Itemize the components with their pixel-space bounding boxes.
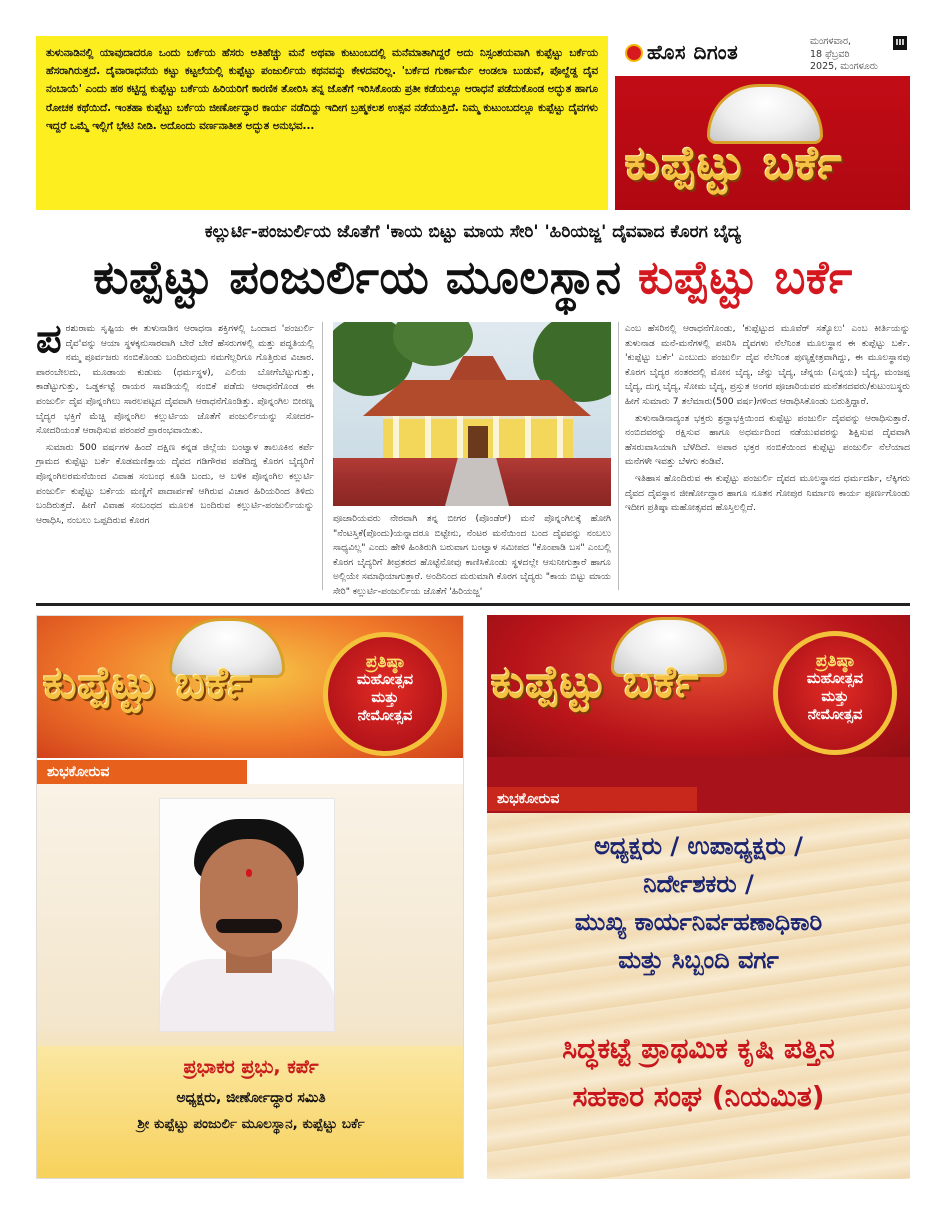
officers-line-2: ನಿರ್ದೇಶಕರು /: [643, 870, 754, 898]
ad-right: [487, 615, 910, 1179]
col1-paragraph-1: ರಶುರಾಮ ಸೃಷ್ಟಿಯ ಈ ತುಳುನಾಡಿನ ಆರಾಧನಾ ಶಕ್ತಿಗಳಲ್ಲಿ ಒಂದಾದ 'ಪಂಜುರ್ಲಿ ದೈವ'ವನ್ನು ಆಯಾ ಸ್ಥಳಕ್ಕನುಸಾರವಾಗಿ ಬೇರೆ ಬೇರೆ ಹೆಸರುಗಳಲ್ಲಿ ಮತ್ತು ಪದ್ಧತಿಯಲ್ಲಿ ನಮ್ಮ ಪೂರ್ವಜರು ನಂಬಿಕೊಂಡು ಬಂದಿರುವುದು ನಮಗೆಲ್ಲರಿಗೂ ಗೊತ್ತಿರುವ ವಿಚಾರ. ಪಾರಂಬೇಲದು, ಮೂಡಾಯ ಕುಡುಮ (ಧರ್ಮಸ್ಥಳ), ಎಲಿಯ ಬೋಗೆಬೆಟ್ಟುಗುತ್ತು, ಕಾಡೆಟ್ಟುಗುತ್ತು, ಒಡ್ಡರ್ಕಟ್ಟೆ ರಾಯರ ಸಾವಡಿಯಲ್ಲಿ ನಂಬಿಕೆ ಪಡೆದು ಆರಾಧನೆಗೊಂಡ ಈ ಪಂಜುರ್ಲಿ ದೈವ ಪೊನ್ನಂಗಿಲು ಸಾರಲಪಟ್ಟದ ದೈವವಾಗಿ ಆರಾಧನೆಗೊಂಡಿತ್ತು. ಪೊನ್ನಂಗಿಲ ಬೀರಣ್ಣ ಬೈದ್ಯರ ಭಕ್ತಿಗೆ ಮೆಚ್ಚಿ ಪೊನ್ನಂಗಿಲ ಕಲ್ಲುರ್ಟಿಯ ಜೊತೆಗೆ ಪಂಜುರ್ಲಿಯನ್ನು ಸೋದರ-ಸೋದರಿಯಂತೆ ಆರಾಧಿಸುವ ಪರಂಪರೆ ಪ್ರಾರಂಭವಾಯಿತು.: [36, 323, 314, 437]
officers-line-1: ಅಧ್ಯಕ್ಷರು / ಉಪಾಧ್ಯಕ್ಷರು /: [594, 832, 803, 860]
edition-day: ಮಂಗಳವಾರ,: [810, 36, 852, 47]
column-rule: [618, 322, 619, 590]
badge-line-2: ಮಹೋತ್ಸವ: [806, 671, 864, 687]
officers-line-3: ಮುಖ್ಯ ಕಾರ್ಯನಿರ್ವಹಣಾಧಿಕಾರಿ: [574, 908, 823, 936]
masthead-header: [615, 32, 910, 76]
headline-black-part: ಕುಪ್ಪೆಟ್ಟು ಪಂಜುರ್ಲಿಯ ಮೂಲಸ್ಥಾನ: [93, 250, 639, 304]
temple-pillar: [393, 416, 399, 458]
temple-photo: [333, 322, 611, 506]
page-number: III: [893, 36, 907, 50]
temple-door: [468, 426, 488, 458]
ad-left-place: ಶ್ರೀ ಕುಪ್ಪೆಟ್ಟು ಪಂಜುರ್ಲಿ ಮೂಲಸ್ಥಾನ, ಕುಪ್ಪೆಟ್ಟು ಬರ್ಕೆ: [137, 1116, 365, 1132]
col3-paragraph-2: ತುಳುನಾಡಿನಾದ್ಯಂತ ಭಕ್ತರು ಶ್ರದ್ಧಾಭಕ್ತಿಯಿಂದ ಕುಪ್ಪೆಟ್ಟು ಪಂಜುರ್ಲಿ ದೈವವನ್ನು ಆರಾಧಿಸುತ್ತಾರೆ. ನಂಬಿದವರನ್ನು ರಕ್ಷಿಸುವ ಹಾಗೂ ಅಧರ್ಮದಿಂದ ನಡೆಯುವವರನ್ನು ಶಿಕ್ಷಿಸುವ ದೈವವಾಗಿ ಹೆಸರುವಾಸಿಯಾಗಿ ಬೆಳೆದಿದೆ. ಅಪಾರ ಭಕ್ತರ ನಂಬಿಕೆಯಿಂದ ಕುಪ್ಪೆಟ್ಟು ಪಂಜುರ್ಲಿ ನೆಲೆಯಾದ ಮನೆಗಳೇ ಇವತ್ತು ಬೆಳಗು ಕಂಡಿವೆ.: [625, 412, 910, 468]
headline-red-part: ಕುಪ್ಪೆಟ್ಟು ಬರ್ಕೆ: [638, 250, 853, 304]
ad-right-brand-wordmark: ಕುಪ್ಪೆಟ್ಟು ಬರ್ಕೆ: [491, 657, 700, 708]
temple-pillar: [493, 416, 499, 458]
brand-wordmark: ಕುಪ್ಪೆಟ್ಟು ಬರ್ಕೆ: [625, 136, 843, 190]
society-line-2: ಸಹಕಾರ ಸಂಘ (ನಿಯಮಿತ): [572, 1080, 825, 1113]
edition-date-text: 18 ಫೆಬ್ರವರಿ: [810, 48, 850, 60]
article-column-2: [333, 512, 611, 602]
newspaper-logo-icon: [625, 44, 643, 62]
badge-line-3: ಮತ್ತು: [821, 689, 849, 705]
ad-left-greeting: ಶುಭಕೋರುವ: [37, 760, 247, 784]
badge-line-4: ನೇಮೋತ್ಸವ: [807, 707, 863, 723]
ad-right-festival-badge: [773, 631, 897, 755]
intro-panel: [36, 36, 608, 210]
newspaper-logo: ಹೊಸ ದಿಗಂತ: [647, 40, 739, 64]
article-headline: [36, 250, 910, 306]
ad-left-festival-badge: [323, 632, 447, 756]
ad-right-officers: [497, 827, 900, 979]
temple-pillar: [557, 416, 563, 458]
edition-date: [810, 36, 890, 74]
society-line-1: ಸಿದ್ಧಕಟ್ಟೆ ಪ್ರಾಥಮಿಕ ಕೃಷಿ ಪತ್ತಿನ: [562, 1032, 835, 1065]
temple-pillar: [457, 416, 463, 458]
col2-paragraph-1: ಪೂಜಾರಿಯವರು ನೇರವಾಗಿ ತನ್ನ ಬೀಗರ (ಪೊಂಡೆರ್) ಮನೆ ಪೊನ್ನಂಗಿಲಕ್ಕೆ ಹೋಗಿ "ನೆಂಟಸ್ತಿಕೆ(ಪೊಂದು)ಯನ್ನಾದರೂ ಬಿಟ್ಟೇನು, ನೆಂಟರ ಮನೆಯಿಂದ ಬಂದ ದೈವವನ್ನು ನಂಬಲು ಸಾಧ್ಯವಿಲ್ಲ" ಎಂದು ಹೇಳಿ ಹಿಂತಿರುಗಿ ಬರುವಾಗ ಬಂಟ್ವಾಳ ಸಮೀಪದ "ಕೊಂಪಾಡಿ ಬಸ" ಎಂಬಲ್ಲಿ ಕೊರಗ ಬೈದ್ಯರಿಗೆ ತೀವ್ರತರದ ಹೊಟ್ಟೆನೋವು ಕಾಣಿಸಿಕೊಂಡು ಸ್ಥಳದಲ್ಲೇ ಆಸುನೀಗುತ್ತಾರೆ ಹಾಗೂ ಅಲ್ಲಿಯೇ ಸಮಾಧಿಯಾಗುತ್ತಾರೆ. ಅಂದಿನಿಂದ ಮರುಮಾಗಿ ಕೊರಗ ಬೈದ್ಯರು "ಕಾಯ ಬಿಟ್ಟು ಮಾಯ ಸೇರಿ" ಕಲ್ಲುರ್ಟಿ-ಪಂಜುರ್ಲಿಯ ಜೊತೆಗೆ 'ಹಿರಿಯಜ್ಜ': [333, 513, 611, 597]
badge-line-1: ಪ್ರತಿಷ್ಠಾ: [815, 651, 855, 671]
ad-left: [36, 615, 464, 1179]
turban-dome-icon: [707, 84, 823, 144]
article-column-3: [625, 322, 910, 518]
drop-cap: ಪ: [36, 315, 62, 362]
portrait-tilak: [246, 869, 252, 877]
portrait-mustache: [216, 919, 282, 933]
col3-paragraph-1: ಎಂಬ ಹೆಸರಿನಲ್ಲಿ ಆರಾಧನೆಗೊಂಡು, 'ಕುಪ್ಪೆಟ್ಟುದ ಮೂವೆರ್ ಸತ್ಯೊಲು' ಎಂಬ ಕೀರ್ತಿಯನ್ನು ತುಳುನಾಡ ಮನೆ-ಮನೆಗಳಲ್ಲಿ ಪಸರಿಸಿ ದೈವಗಳು ನೆಲೆನಿಂತ ಮೂಲಸ್ಥಾನ ಈ ಕುಪ್ಪೆಟ್ಟು ಬರ್ಕೆ. 'ಕುಪ್ಪೆಟ್ಟು ಬರ್ಕೆ' ಎಂಬುದು ಪಂಜುರ್ಲಿ ದೈವ ನೆಲೆನಿಂತ ಪುಣ್ಯಕ್ಷೇತ್ರವಾಗಿದ್ದು, ಈ ಮೂಲಸ್ಥಾನವು ಕೊರಗ ಬೈದ್ಯರ ನಂತರದಲ್ಲಿ ಮೋನ ಬೈದ್ಯ, ಚೆನ್ನು ಬೈದ್ಯ, ಚೆನ್ನಯ (ಎನ್ನಯ) ಬೈದ್ಯ, ಮಂಜಪ್ಪ ಬೈದ್ಯ, ದುಗ್ಗ ಬೈದ್ಯ, ಸೋಮ ಬೈದ್ಯ, ಪ್ರಸ್ತುತ ಅಂಗರ ಪೂಜಾರಿಯವರ ಮನೆತನದವರು/ಕುಟುಂಬಸ್ಥರು ಹೀಗೆ ಸುಮಾರು 7 ತಲೆಮಾರು(500 ವರ್ಷ)ಗಳಿಂದ ಆರಾಧಿಸಿಕೊಂಡು ಬರುತ್ತಿದ್ದಾರೆ.: [625, 323, 910, 407]
intro-text: ತುಳುನಾಡಿನಲ್ಲಿ ಯಾವುದಾದರೂ ಒಂದು ಬರ್ಕೆಯ ಹೆಸರು ಅತಿಹೆಚ್ಚು ಮನೆ ಅಥವಾ ಕುಟುಂಬದಲ್ಲಿ ಮನೆಮಾತಾಗಿದ್ದರೆ ಅದು ನಿಸ್ಸಂಶಯವಾಗಿ ಕುಪ್ಪೆಟ್ಟು ಬರ್ಕೆಯ ಹೆಸರಾಗಿರುತ್ತದೆ. ದೈವಾರಾಧನೆಯ ಕಟ್ಟು ಕಟ್ಟಲೆಯಲ್ಲಿ ಕುಪ್ಪೆಟ್ಟು ಪಂಜುರ್ಲಿಯ ಕಥನವನ್ನು ಕೇಳದವರಿಲ್ಲ. 'ಬರ್ಕೆದ ಗುರ್ಕಾರ್ಮೆ ಆಂಡಲಾ ಬುಡುವೆ, ಪೊಲ್ದೆಡ್ದ ದೈವ ನಂಬಾಯೆ' ಎಂದು ಹಠ ಕಟ್ಟಿದ್ದ ಕುಪ್ಪೆಟ್ಟು ಬರ್ಕೆಯ ಹಿರಿಯರಿಗೆ ಕಾರಣಿಕ ತೋರಿಸಿ ತನ್ನ ಜೊತೆಗೆ ಇರಿಸಿಕೊಂಡು ಪ್ರತೀ ಕಡೆಯಲ್ಲೂ ಆರಾಧನೆ ಪಡೆದುಕೊಂಡ ಅದ್ಭುತ ಹಾಗೂ ರೋಚಕ ಕಥೆಯಿದೆ. ಇಂತಹಾ ಕುಪ್ಪೆಟ್ಟು ಬರ್ಕೆಯ ಜೀರ್ಣೋದ್ಧಾರ ಕಾರ್ಯ ನಡೆದಿದ್ದು ಇದೀಗ ಬ್ರಹ್ಮಕಲಶ ಉತ್ಸವ ನಡೆಯುತ್ತಿದೆ. ನಿಮ್ಮ ಕುಟುಂಬದಲ್ಲೂ ಕುಪ್ಪೆಟ್ಟು ದೈವಗಳು ಇದ್ದರೆ ಒಮ್ಮೆ ಇಲ್ಲಿಗೆ ಭೇಟಿ ನೀಡಿ. ಅದೊಂದು ವರ್ಣನಾತೀತ ಅದ್ಭುತ ಅನುಭವ...: [46, 47, 598, 132]
badge-line-3: ಮತ್ತು: [371, 690, 399, 706]
badge-line-2: ಮಹೋತ್ಸವ: [356, 672, 414, 688]
ad-left-role: ಅಧ್ಯಕ್ಷರು, ಜೀರ್ಣೋದ್ಧಾರ ಸಮಿತಿ: [176, 1090, 326, 1106]
portrait-face: [200, 839, 298, 957]
badge-line-4: ನೇಮೋತ್ಸವ: [357, 708, 413, 724]
ad-left-brand-wordmark: ಕುಪ್ಪೆಟ್ಟು ಬರ್ಕೆ: [43, 658, 252, 709]
article-column-1: [36, 315, 314, 530]
ad-left-name: ಪ್ರಭಾಕರ ಪ್ರಭು, ಕರ್ಪೆ: [183, 1056, 319, 1078]
edition-year-place: 2025, ಮಂಗಳೂರು: [810, 61, 878, 72]
column-rule: [322, 322, 323, 590]
temple-pillar: [425, 416, 431, 458]
col1-paragraph-2: ಸುಮಾರು 500 ವರ್ಷಗಳ ಹಿಂದೆ ದಕ್ಷಿಣ ಕನ್ನಡ ಜಿಲ್ಲೆಯ ಬಂಟ್ವಾಳ ತಾಲೂಕಿನ ಕರ್ಪೆ ಗ್ರಾಮದ ಕುಪ್ಪೆಟ್ಟು ಬರ್ಕೆ ಕೊಡಮಣಿತ್ತಾಯ ದೈವದ ಗಡಿಗೌರವ ಪಡೆದಿದ್ದ ಕೊರಗ ಬೈದ್ಯರಿಗೆ ಪೊನ್ನಂಗಿಲರಮನೆಯಿಂದ ವಿವಾಹ ಸಂಬಂಧ ಕೂಡಿ ಬಂದು, ಆ ಬಳಿಕ ಪೊನ್ನಂಗಿಲ ಕಲ್ಲುರ್ಟಿ ಪಂಜುರ್ಲಿ ಕುಪ್ಪೆಟ್ಟು ಬರ್ಕೆಯ ಮಣ್ಣಿಗೆ ಪಾದಾರ್ಪಣೆ ಆಗಿರುವ ವಿಚಾರ ಹಿರಿಯರಿಂದ ತಿಳಿದು ಬಂದಿರುತ್ತದೆ. ಹೀಗೆ ವಿವಾಹ ಸಂಬಂಧದ ಮೂಲಕ ಬಂದಿರುವ ಕಲ್ಲುರ್ಟಿ-ಪಂಜುರ್ಲಿಯನ್ನು ಆರಾಧಿಸಿ, ನಂಬಲು ಒಪ್ಪದಿರುವ ಕೊರಗ: [36, 441, 314, 526]
article-kicker: ಕಲ್ಲುರ್ಟಿ-ಪಂಜುರ್ಲಿಯ ಜೊತೆಗೆ 'ಕಾಯ ಬಿಟ್ಟು ಮಾಯ ಸೇರಿ' 'ಹಿರಿಯಜ್ಜ' ದೈವವಾದ ಕೊರಗ ಬೈದ್ಯ: [204, 222, 742, 242]
section-divider: [36, 603, 910, 606]
masthead: [615, 32, 910, 210]
ad-right-society: [497, 1025, 900, 1121]
col3-paragraph-3: ಇತಿಹಾಸ ಹೊಂದಿರುವ ಈ ಕುಪ್ಪೆಟ್ಟು ಪಂಜುರ್ಲಿ ದೈವದ ಮೂಲಸ್ಥಾನದ ಧರ್ಮದರ್ಶಿ, ಲೆಕ್ಕಿಗರು ದೈವದ ದೈವಸ್ಥಾನ ಜೀರ್ಣೋದ್ಧಾರ ಹಾಗೂ ನೂತನ ಗೋಪುರ ನಿರ್ಮಾಣ ಕಾರ್ಯ ಪೂರ್ಣಗೊಂಡು ಇದೀಗ ಪ್ರತಿಷ್ಠಾ ಮಹೋತ್ಸವದ ಹೊಸ್ತಿಲಲ್ಲಿದೆ.: [625, 472, 910, 514]
badge-line-1: ಪ್ರತಿಷ್ಠಾ: [365, 652, 405, 672]
ad-right-greeting: ಶುಭಕೋರುವ: [487, 787, 697, 811]
temple-pillar: [525, 416, 531, 458]
portrait-photo: [159, 798, 335, 1032]
officers-line-4: ಮತ್ತು ಸಿಬ್ಬಂದಿ ವರ್ಗ: [618, 946, 779, 974]
